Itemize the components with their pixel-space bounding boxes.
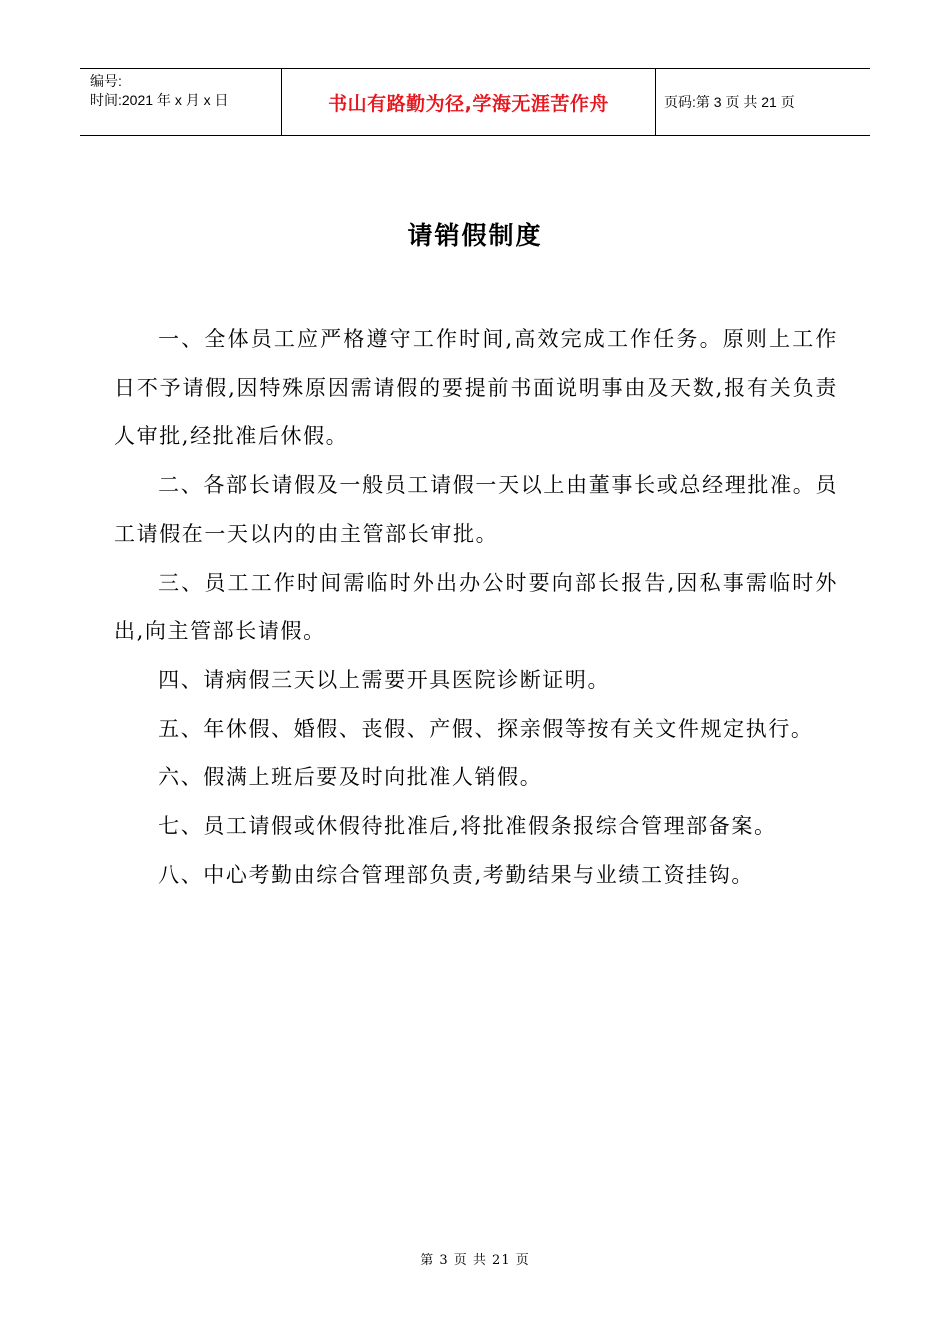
header-meta-cell	[80, 69, 282, 135]
header-table	[80, 68, 870, 136]
page-footer: 第 3 页 共 21 页	[420, 1253, 530, 1268]
page-info: 页码:第 3 页 共 21 页	[664, 94, 795, 110]
paragraph-6: 六、假满上班后要及时向批准人销假。	[158, 765, 543, 790]
paragraph-8: 八、中心考勤由综合管理部负责,考勤结果与业绩工资挂钩。	[158, 862, 754, 887]
header-motto-cell	[282, 69, 656, 135]
paragraph-3: 三、员工工作时间需临时外出办公时要向部长报告,因私事需临时外出,向主管部长请假。	[114, 570, 838, 644]
document-title: 请销假制度	[407, 221, 543, 250]
motto-text: 书山有路勤为径,学海无涯苦作舟	[328, 92, 609, 115]
header-page-cell	[656, 69, 870, 135]
time-label: 时间:2021 年 x 月 x 日	[90, 92, 229, 108]
paragraph-5: 五、年休假、婚假、丧假、产假、探亲假等按有关文件规定执行。	[158, 716, 814, 741]
paragraph-4: 四、请病假三天以上需要开具医院诊断证明。	[158, 667, 611, 692]
document-body	[114, 315, 838, 899]
paragraph-1: 一、全体员工应严格遵守工作时间,高效完成工作任务。原则上工作日不予请假,因特殊原因需请假的要提前书面说明事由及天数,报有关负责人审批,经批准后休假。	[114, 327, 838, 449]
number-label: 编号:	[90, 73, 122, 89]
paragraph-7: 七、员工请假或休假待批准后,将批准假条报综合管理部备案。	[158, 814, 777, 839]
paragraph-2: 二、各部长请假及一般员工请假一天以上由董事长或总经理批准。员工请假在一天以内的由主管部长审批。	[114, 473, 838, 546]
